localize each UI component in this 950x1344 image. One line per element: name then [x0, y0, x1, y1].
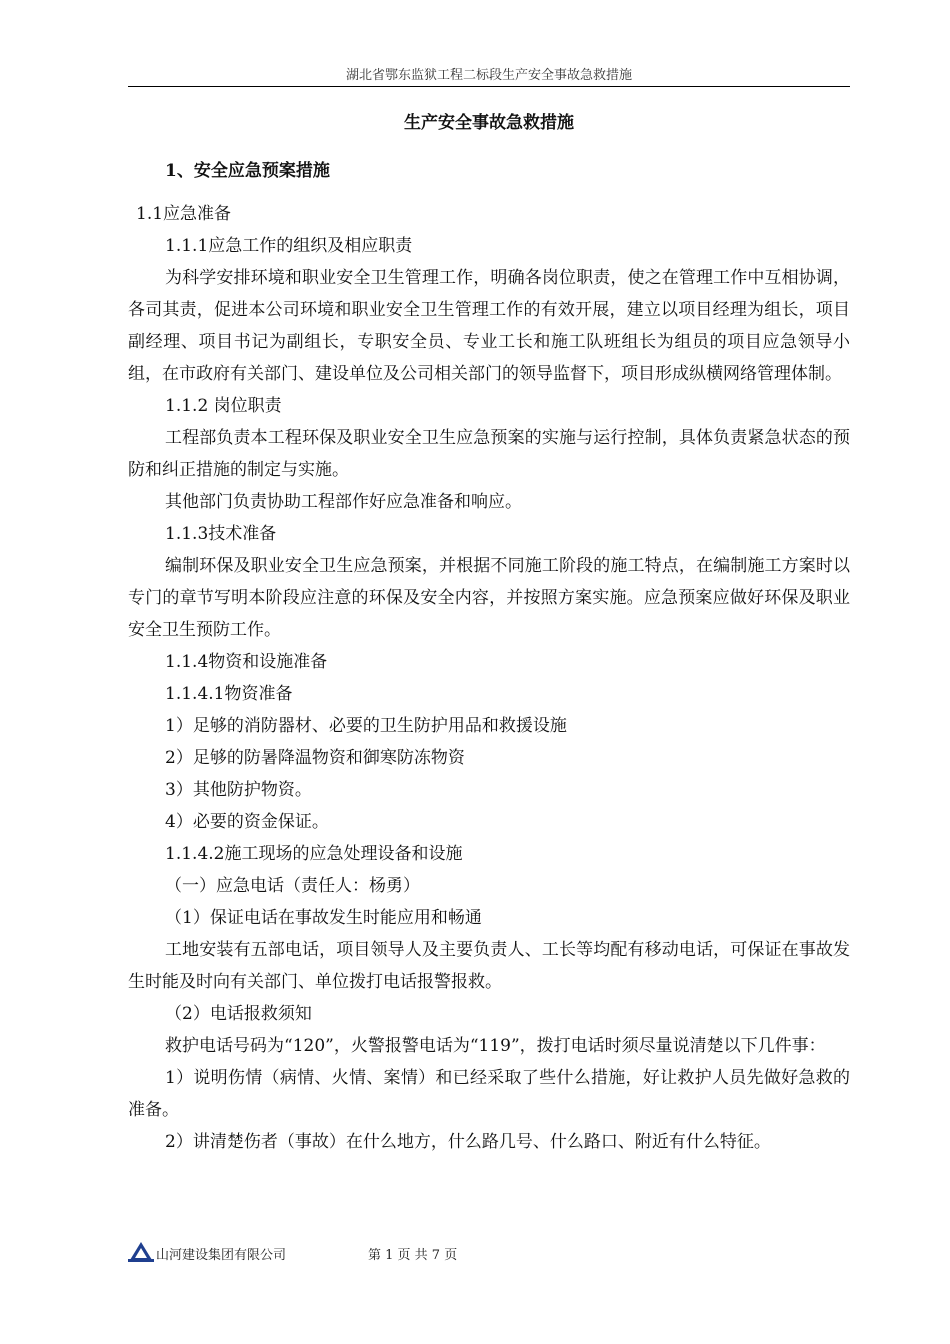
- subsection-heading: 1.1.3技术准备: [165, 524, 277, 544]
- body-paragraph: 为科学安排环境和职业安全卫生管理工作，明确各岗位职责，使之在管理工作中互相协调，各司其责，促进本公司环境和职业安全卫生管理工作的有效开展，建立以项目经理为组长，项目副经理、项目书记为副组长，专职安全员、专业工长和施工队班组长为组员的项目应急领导小组，在市政府有关部门、建设单位及公司相关部门的领导监督下，项目形成纵横网络管理体制。: [128, 268, 850, 384]
- subsection-heading: 1.1应急准备: [136, 204, 232, 224]
- document-title: 生产安全事故急救措施: [404, 113, 574, 133]
- list-item: 1）说明伤情（病情、火情、案情）和已经采取了些什么措施，好让救护人员先做好急救的准备。: [128, 1068, 850, 1120]
- company-name: 山河建设集团有限公司: [156, 1248, 287, 1263]
- page-footer: [128, 1240, 850, 1264]
- section-heading: 1、安全应急预案措施: [165, 161, 330, 181]
- list-item: 3）其他防护物资。: [165, 780, 312, 800]
- list-item: （1）保证电话在事故发生时能应用和畅通: [165, 908, 482, 928]
- subsection-heading: 1.1.4.2施工现场的应急处理设备和设施: [165, 844, 463, 864]
- subsection-heading: 1.1.4.1物资准备: [165, 684, 293, 704]
- page-number: 第 1 页 共 7 页: [368, 1248, 458, 1263]
- body-paragraph: 编制环保及职业安全卫生应急预案，并根据不同施工阶段的施工特点，在编制施工方案时以专门的章节写明本阶段应注意的环保及安全内容，并按照方案实施。应急预案应做好环保及职业安全卫生预防工作。: [128, 556, 850, 640]
- body-paragraph: 工程部负责本工程环保及职业安全卫生应急预案的实施与运行控制，具体负责紧急状态的预防和纠正措施的制定与实施。: [128, 428, 850, 480]
- subsection-heading: 1.1.2 岗位职责: [165, 396, 282, 416]
- list-item: （一）应急电话（责任人：杨勇）: [165, 876, 420, 896]
- body-paragraph: 其他部门负责协助工程部作好应急准备和响应。: [165, 492, 522, 512]
- body-paragraph: 救护电话号码为“120”，火警报警电话为“119”，拨打电话时须尽量说清楚以下几件事：: [165, 1036, 826, 1056]
- subsection-heading: 1.1.4物资和设施准备: [165, 652, 328, 672]
- body-paragraph: 工地安装有五部电话，项目领导人及主要负责人、工长等均配有移动电话，可保证在事故发生时能及时向有关部门、单位拨打电话报警报救。: [128, 940, 850, 992]
- document-body: [128, 198, 850, 1158]
- list-item: （2）电话报救须知: [165, 1004, 312, 1024]
- header-divider: [128, 86, 850, 87]
- list-item: 2）讲清楚伤者（事故）在什么地方，什么路几号、什么路口、附近有什么特征。: [165, 1132, 771, 1152]
- list-item: 2）足够的防暑降温物资和御寒防冻物资: [165, 748, 465, 768]
- header-text: 湖北省鄂东监狱工程二标段生产安全事故急救措施: [345, 68, 632, 83]
- list-item: 1）足够的消防器材、必要的卫生防护用品和救援设施: [165, 716, 567, 736]
- company-logo-icon: [128, 1240, 154, 1262]
- subsection-heading: 1.1.1应急工作的组织及相应职责: [165, 236, 413, 256]
- list-item: 4）必要的资金保证。: [165, 812, 329, 832]
